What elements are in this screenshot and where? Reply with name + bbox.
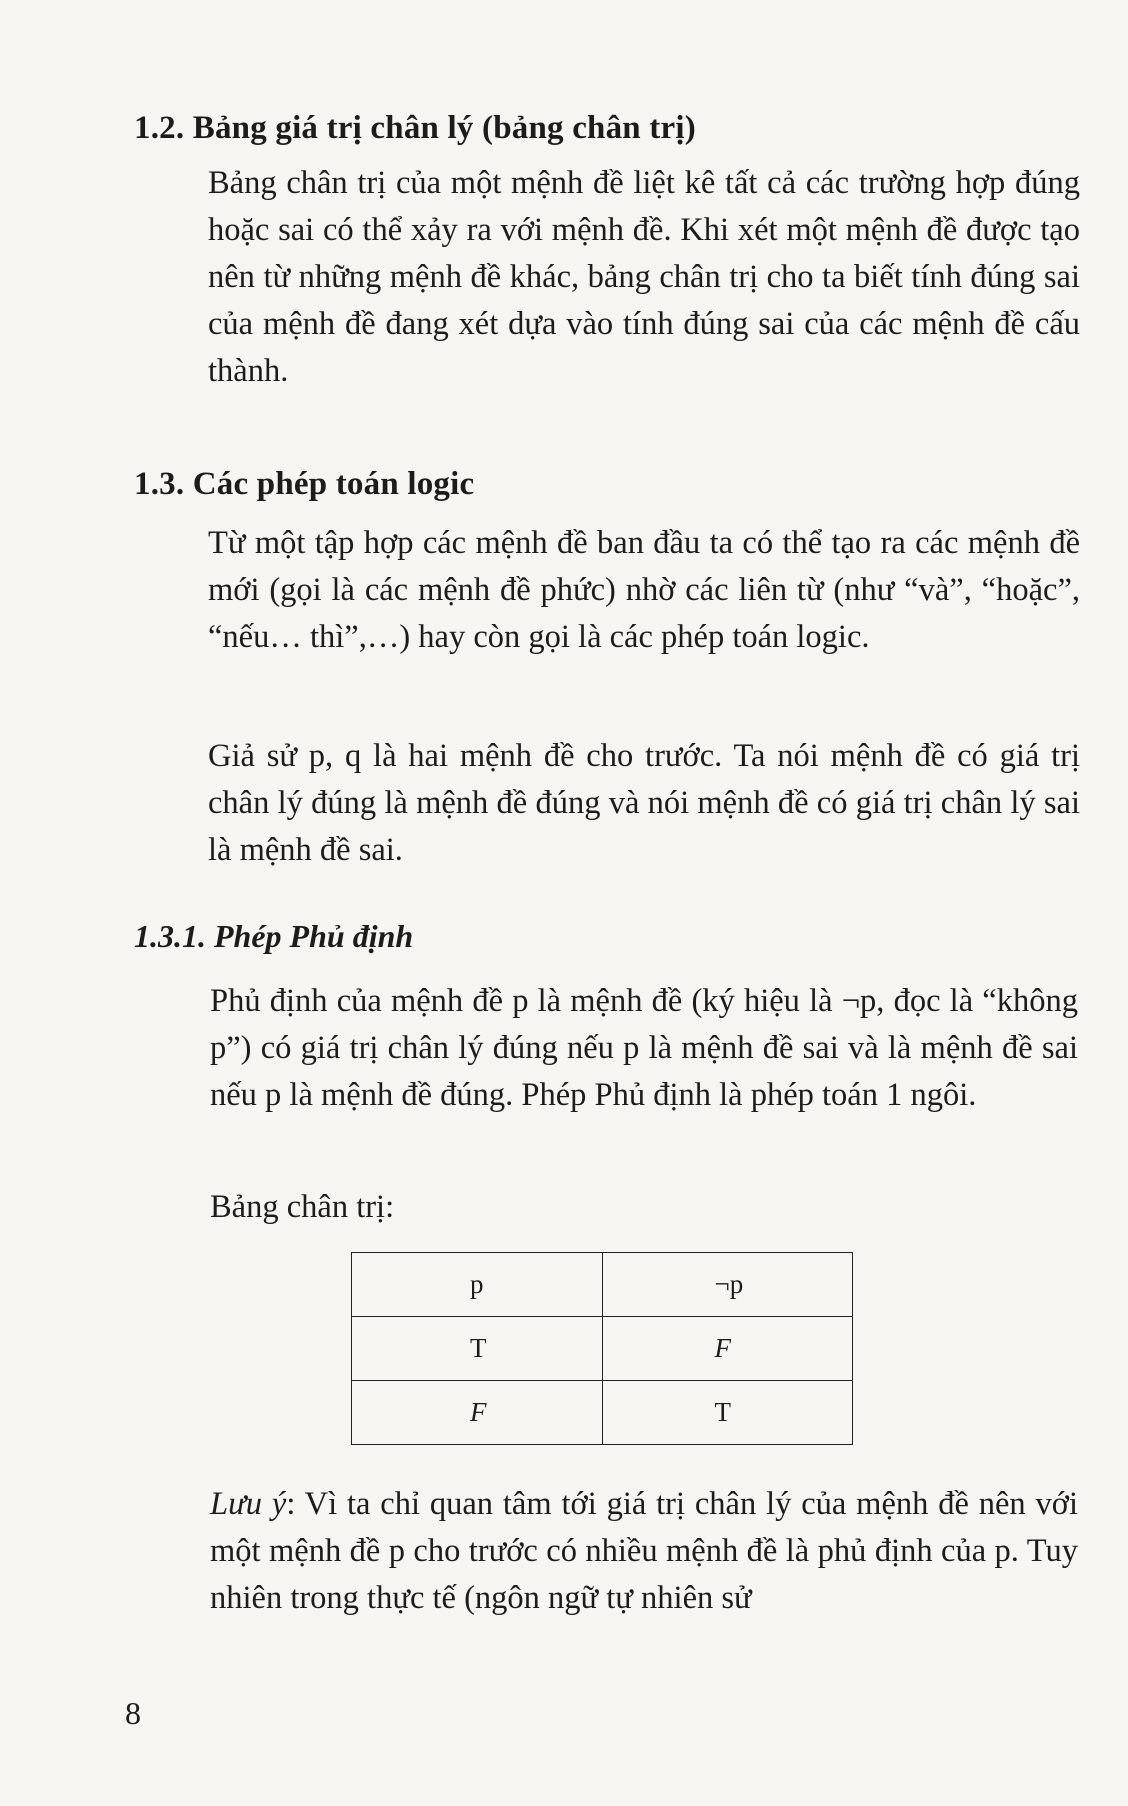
negation-truth-table — [351, 1252, 853, 1445]
section-heading-1-3-1: 1.3.1. Phép Phủ định — [134, 918, 414, 954]
paragraph-negation-definition: Phủ định của mệnh đề p là mệnh đề (ký hiệu là ¬p, đọc là “không p”) có giá trị chân lý đúng nếu p là mệnh đề sai và là mệnh đề sai nếu p là mệnh đề đúng. Phép Phủ định là phép toán 1 ngôi. — [210, 983, 1078, 1113]
paragraph-note — [210, 1481, 1078, 1622]
table-cell: ¬p — [602, 1253, 853, 1317]
table-cell: F — [602, 1317, 853, 1381]
truth-table-caption: Bảng chân trị: — [210, 1189, 395, 1225]
table-cell: p — [352, 1253, 603, 1317]
paragraph-true-false-propositions: Giả sử p, q là hai mệnh đề cho trước. Ta nói mệnh đề có giá trị chân lý đúng là mệnh đề đúng và nói mệnh đề có giá trị chân lý sai là mệnh đề sai. — [208, 738, 1080, 868]
table-cell: T — [352, 1317, 603, 1381]
section-heading-1-2: 1.2. Bảng giá trị chân lý (bảng chân trị) — [134, 110, 696, 146]
paragraph-logic-operations: Từ một tập hợp các mệnh đề ban đầu ta có thể tạo ra các mệnh đề mới (gọi là các mệnh đề phức) nhờ các liên từ (như “và”, “hoặc”, “nếu… thì”,…) hay còn gọi là các phép toán logic. — [208, 525, 1080, 655]
table-header-row — [352, 1253, 853, 1317]
note-text: : Vì ta chỉ quan tâm tới giá trị chân lý của mệnh đề nên với một mệnh đề p cho trước có nhiều mệnh đề là phủ định của p. Tuy nhiên trong thực tế (ngôn ngữ tự nhiên sử — [210, 1486, 1079, 1616]
section-heading-1-3: 1.3. Các phép toán logic — [134, 466, 475, 502]
note-label: Lưu ý — [210, 1486, 287, 1522]
table-cell: F — [352, 1381, 603, 1445]
page-number: 8 — [125, 1695, 141, 1731]
table-row — [352, 1381, 853, 1445]
table-row — [352, 1317, 853, 1381]
table-cell: T — [602, 1381, 853, 1445]
paragraph-truth-table-definition: Bảng chân trị của một mệnh đề liệt kê tất cả các trường hợp đúng hoặc sai có thể xảy ra với mệnh đề. Khi xét một mệnh đề được tạo nên từ những mệnh đề khác, bảng chân trị cho ta biết tính đúng sai của mệnh đề đang xét dựa vào tính đúng sai của các mệnh đề cấu thành. — [208, 165, 1080, 389]
